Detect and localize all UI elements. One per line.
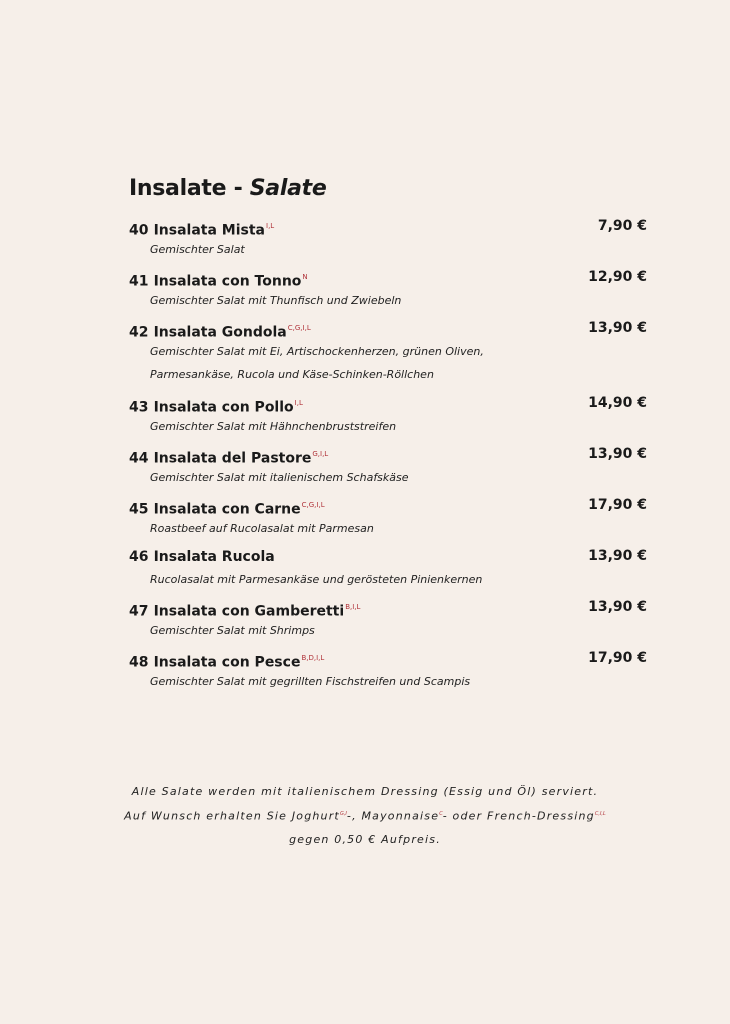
menu-item-allergens: I,L bbox=[294, 399, 303, 407]
menu-item-number: 43 bbox=[129, 399, 149, 416]
menu-item-allergens: I,L bbox=[266, 222, 275, 230]
menu-item bbox=[129, 265, 649, 316]
menu-item-header bbox=[129, 391, 649, 415]
menu-item-price: 17,90 € bbox=[588, 497, 647, 513]
menu-item-description: Rucolasalat mit Parmesankäse und gerösteten Pinienkernen bbox=[150, 573, 483, 586]
menu-item-number: 46 bbox=[129, 549, 149, 565]
menu-item-price: 13,90 € bbox=[588, 446, 647, 462]
menu-item-header bbox=[129, 442, 649, 466]
menu-item-header bbox=[129, 493, 649, 517]
menu-item-allergens: C,G,I,L bbox=[287, 324, 311, 332]
menu-item-number: 48 bbox=[129, 654, 149, 671]
menu-item bbox=[129, 595, 649, 646]
menu-item-name: Insalata Rucola bbox=[153, 549, 275, 565]
menu-item-name: Insalata del Pastore bbox=[153, 450, 312, 467]
menu-item-allergens: B,I,L bbox=[345, 603, 361, 611]
menu-item-price: 7,90 € bbox=[597, 218, 647, 234]
page-title bbox=[129, 176, 326, 201]
menu-item-price: 12,90 € bbox=[588, 269, 647, 285]
menu-item-name: Insalata con Gamberetti bbox=[153, 603, 345, 620]
menu-item-description: Gemischter Salat mit gegrillten Fischstreifen und Scampis bbox=[150, 675, 471, 688]
menu-item-number: 44 bbox=[129, 450, 149, 467]
menu-item bbox=[129, 544, 649, 595]
menu-item-header bbox=[129, 316, 649, 340]
allergen-superscript: G,I bbox=[339, 811, 347, 817]
menu-item-number: 40 bbox=[129, 222, 149, 239]
dressing-note-line-3: gegen 0,50 € Aufpreis. bbox=[289, 832, 441, 846]
menu-item-description: Gemischter Salat mit Ei, Artischockenherzen, grünen Oliven, bbox=[150, 345, 484, 358]
menu-item-name: Insalata Gondola bbox=[153, 324, 287, 341]
menu-item bbox=[129, 391, 649, 442]
allergen-superscript: C,I,L bbox=[594, 811, 606, 817]
menu-item-header bbox=[129, 544, 649, 568]
menu-item-number: 42 bbox=[129, 324, 149, 341]
menu-item-name: Insalata Mista bbox=[153, 222, 265, 239]
menu-item-price: 13,90 € bbox=[588, 548, 647, 564]
menu-item-allergens: B,D,I,L bbox=[301, 654, 325, 662]
title-main: Insalate - bbox=[129, 176, 250, 201]
menu-item bbox=[129, 316, 649, 391]
menu-item-description: Parmesankäse, Rucola und Käse-Schinken-Röllchen bbox=[150, 368, 434, 381]
dressing-note-text-c: - oder French-Dressing bbox=[442, 809, 595, 823]
menu-item-name: Insalata con Tonno bbox=[153, 273, 302, 290]
menu-item-allergens: C,G,I,L bbox=[301, 501, 325, 509]
menu-item-number: 41 bbox=[129, 273, 149, 290]
menu-item-description: Gemischter Salat bbox=[150, 243, 245, 256]
menu-item-name: Insalata con Carne bbox=[153, 501, 301, 518]
menu-item bbox=[129, 646, 649, 697]
menu-item-header bbox=[129, 646, 649, 670]
menu-item-header bbox=[129, 595, 649, 619]
allergen-superscript: C bbox=[439, 811, 443, 817]
menu-item-header bbox=[129, 214, 649, 238]
menu-item-allergens: N bbox=[302, 273, 308, 281]
menu-item bbox=[129, 442, 649, 493]
title-sub: Salate bbox=[249, 176, 327, 201]
dressing-note-text-b: -, Mayonnaise bbox=[346, 809, 440, 823]
menu-item-allergens: G,I,L bbox=[312, 450, 329, 458]
menu-item-description: Gemischter Salat mit Hähnchenbruststreifen bbox=[150, 420, 397, 433]
menu-item-price: 13,90 € bbox=[588, 599, 647, 615]
menu-item-description: Roastbeef auf Rucolasalat mit Parmesan bbox=[150, 522, 374, 535]
menu-item bbox=[129, 214, 649, 265]
menu-item bbox=[129, 493, 649, 544]
menu-item-price: 14,90 € bbox=[588, 395, 647, 411]
dressing-note-line-2 bbox=[0, 803, 730, 828]
menu-item-name: Insalata con Pollo bbox=[153, 399, 294, 416]
dressing-note-text-a: Auf Wunsch erhalten Sie Joghurt bbox=[124, 809, 340, 823]
menu-item-price: 13,90 € bbox=[588, 320, 647, 336]
dressing-note-line-1: Alle Salate werden mit italienischem Dressing (Essig und Öl) serviert. bbox=[131, 785, 599, 798]
menu-item-description: Gemischter Salat mit Shrimps bbox=[150, 624, 315, 637]
menu-item-number: 47 bbox=[129, 603, 149, 620]
menu-item-description: Gemischter Salat mit italienischem Schafskäse bbox=[150, 471, 409, 484]
menu-item-number: 45 bbox=[129, 501, 149, 518]
menu-items-list bbox=[129, 214, 649, 697]
menu-item-header bbox=[129, 265, 649, 289]
dressing-note bbox=[0, 780, 730, 851]
menu-item-price: 17,90 € bbox=[588, 650, 647, 666]
menu-item-name: Insalata con Pesce bbox=[153, 654, 301, 671]
menu-item-description: Gemischter Salat mit Thunfisch und Zwiebeln bbox=[150, 294, 402, 307]
